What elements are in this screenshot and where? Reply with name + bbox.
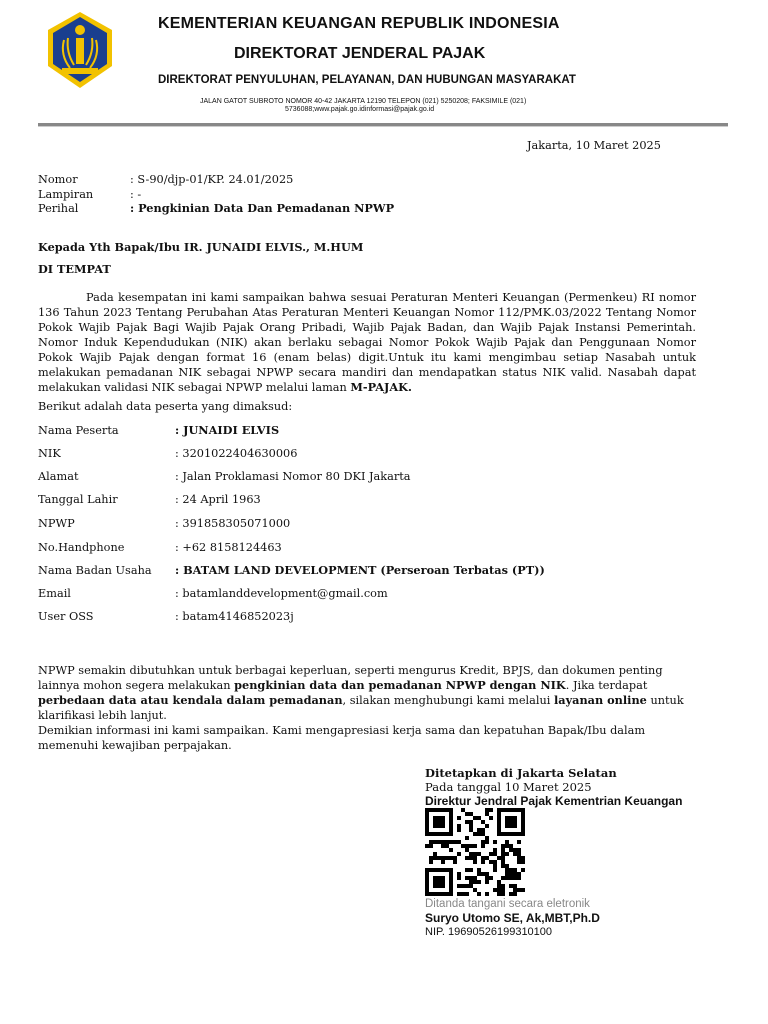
closing-text-3: , silakan menghubungi kami melalui: [342, 694, 554, 707]
participant-label-handphone: No.Handphone: [38, 541, 125, 554]
participant-value-alamat: : Jalan Proklamasi Nomor 80 DKI Jakarta: [175, 470, 411, 483]
participant-label-nik: NIK: [38, 447, 61, 460]
meta-label-lampiran: Lampiran: [38, 188, 94, 201]
participant-label-alamat: Alamat: [38, 470, 79, 483]
signature-date: Pada tanggal 10 Maret 2025: [425, 780, 592, 794]
closing-paragraph: [38, 663, 698, 753]
body-paragraph-text: Pada kesempatan ini kami sampaikan bahwa sesuai Peraturan Menteri Keuangan (Permenkeu) RI nomor 136 Tahun 2023 Tentang Perubahan Atas Peraturan Menteri Keuangan Nomor 112/PMK.03/2022 Tentang Nomor Pokok Wajib Pajak Bagi Wajib Pajak Orang Pribadi, Wajib Pajak Badan, dan Wajib Pajak Instansi Pemerintah. Nomor Induk Kependudukan (NIK) akan berlaku sebagai Nomor Pokok Wajib Pajak dan Penggunaan Nomor Pokok Wajib Pajak dengan format 16 (enam belas) digit.Untuk itu kami mengimbau setiap Nasabah untuk melakukan pemadanan NIK sebagai NPWP secara mandiri dan mendapatkan status NIK valid. Nasabah dapat melakukan validasi NIK sebagai NPWP melalui laman: [38, 291, 696, 394]
closing-bold-3: layanan online: [553, 693, 647, 707]
closing-bold-2: perbedaan data atau kendala dalam pemadanan: [38, 693, 343, 707]
data-intro: Berikut adalah data peserta yang dimaksud:: [38, 400, 293, 413]
participant-value-email: : batamlanddevelopment@gmail.com: [175, 587, 388, 600]
signature-electronic-note: Ditanda tangani secara eletronik: [425, 898, 590, 910]
header-divider: [38, 123, 728, 127]
meta-value-perihal: : Pengkinian Data Dan Pemadanan NPWP: [130, 201, 395, 215]
participant-value-nik: : 3201022404630006: [175, 447, 298, 460]
qr-code-icon: [425, 808, 525, 898]
signature-place: Ditetapkan di Jakarta Selatan: [425, 766, 617, 780]
closing-text-4: untuk klarifikasi lebih lanjut.: [38, 694, 684, 722]
participant-label-npwp: NPWP: [38, 517, 75, 530]
letter-date: Jakarta, 10 Maret 2025: [527, 139, 661, 152]
meta-value-lampiran: : -: [130, 188, 142, 201]
recipient-name: Kepada Yth Bapak/Ibu IR. JUNAIDI ELVIS., M.HUM: [38, 240, 364, 254]
closing-text-5: Demikian informasi ini kami sampaikan. Kami mengapresiasi kerja sama dan kepatuhan Bapak/Ibu dalam memenuhi kewajiban perpajakan.: [38, 724, 646, 752]
participant-value-npwp: : 391858305071000: [175, 517, 291, 530]
meta-value-nomor: : S-90/djp-01/KP. 24.01/2025: [130, 173, 294, 186]
header-ministry-title: KEMENTERIAN KEUANGAN REPUBLIK INDONESIA: [158, 15, 560, 32]
recipient-place: DI TEMPAT: [38, 262, 111, 276]
meta-label-nomor: Nomor: [38, 173, 78, 186]
closing-text-2: . Jika terdapat: [565, 679, 648, 692]
closing-bold-1: pengkinian data dan pemadanan NPWP dengan NIK: [234, 678, 566, 692]
participant-value-user-oss: : batam4146852023j: [175, 610, 294, 623]
header-sub-directorate: DIREKTORAT PENYULUHAN, PELAYANAN, DAN HUBUNGAN MASYARAKAT: [158, 74, 576, 86]
header-address-line2: 5736088;www.pajak.go.idinformasi@pajak.go.id: [285, 106, 435, 113]
signer-nip: NIP. 19690526199310100: [425, 926, 553, 938]
participant-label-badan-usaha: Nama Badan Usaha: [38, 564, 152, 577]
signature-position: Direktur Jendral Pajak Kementrian Keuangan: [425, 794, 683, 808]
participant-value-handphone: : +62 8158124463: [175, 541, 282, 554]
closing-text-1: NPWP semakin dibutuhkan untuk berbagai keperluan, seperti mengurus Kredit, BPJS, dan dokumen penting lainnya mohon segera melakukan: [38, 664, 663, 692]
participant-label-nama: Nama Peserta: [38, 424, 119, 437]
body-paragraph-end: M-PAJAK.: [350, 380, 412, 394]
body-paragraph: [38, 290, 696, 395]
participant-value-tanggal-lahir: : 24 April 1963: [175, 493, 261, 506]
participant-value-badan-usaha: : BATAM LAND DEVELOPMENT (Perseroan Terbatas (PT)): [175, 563, 545, 577]
participant-label-user-oss: User OSS: [38, 610, 94, 623]
header-directorate-title: DIREKTORAT JENDERAL PAJAK: [234, 45, 486, 62]
participant-label-tanggal-lahir: Tanggal Lahir: [38, 493, 118, 506]
signer-name: Suryo Utomo SE, Ak,MBT,Ph.D: [425, 911, 600, 925]
meta-label-perihal: Perihal: [38, 202, 79, 215]
header-address-line1: JALAN GATOT SUBROTO NOMOR 40-42 JAKARTA 12190 TELEPON (021) 5250208; FAKSIMILE (021): [200, 98, 527, 105]
participant-label-email: Email: [38, 587, 71, 600]
participant-value-nama: : JUNAIDI ELVIS: [175, 423, 280, 437]
ministry-emblem-logo: [40, 10, 120, 90]
